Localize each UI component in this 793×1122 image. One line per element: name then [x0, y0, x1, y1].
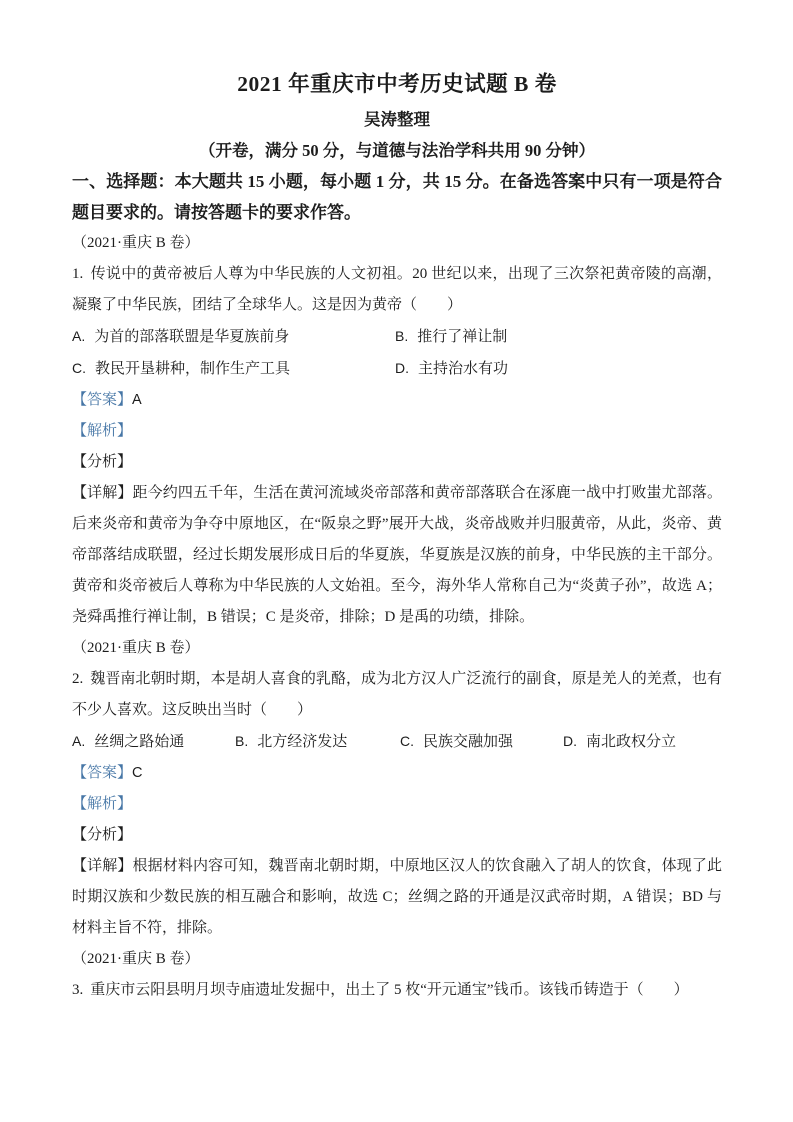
q2-option-a [72, 726, 235, 758]
q1-answer-value: A [132, 392, 142, 408]
q2-analyze-label: 【分析】 [72, 827, 133, 843]
q3-stem [72, 975, 722, 1006]
q1-option-d-text: 主持治水有功 [418, 361, 509, 377]
q2-option-d-key: D. [563, 733, 577, 749]
q3-number: 3. [72, 982, 84, 998]
q2-answer-line [72, 758, 722, 789]
q2-stem [72, 664, 722, 726]
q1-option-b-key: B. [395, 328, 409, 344]
q2-detail-text: 根据材料内容可知，魏晋南北朝时期，中原地区汉人的饮食融入了胡人的饮食，体现了此时期汉族和少数民族的相互融合和影响，故选 C；丝绸之路的开通是汉武帝时期，A 错误；BD 与材料主旨不符，排除。 [72, 858, 722, 936]
q1-options-row-1 [72, 321, 722, 353]
q2-option-b [235, 726, 400, 758]
q1-detail [72, 478, 722, 633]
q2-option-c-key: C. [400, 733, 414, 749]
section-heading: 一、选择题：本大题共 15 小题，每小题 1 分，共 15 分。在备选答案中只有一项是符合题目要求的。请按答题卡的要求作答。 [72, 172, 722, 222]
q1-option-d [395, 353, 508, 385]
q1-option-b-text: 推行了禅让制 [417, 329, 508, 345]
detail-label: 【详解】 [72, 485, 133, 501]
q2-stem-text: 魏晋南北朝时期，本是胡人喜食的乳酪，成为北方汉人广泛流行的副食，原是羌人的羌煮，也有不少人喜欢。这反映出当时（ ） [72, 671, 722, 718]
q1-stem [72, 259, 722, 321]
q2-explain-label: 【解析】 [72, 796, 133, 812]
q2-option-c-text: 民族交融加强 [423, 734, 514, 750]
q2-answer-value: C [132, 765, 143, 781]
q1-analyze-label: 【分析】 [72, 454, 133, 470]
q3-source-tag: （2021·重庆 B 卷） [72, 951, 200, 967]
q1-number: 1. [72, 266, 84, 282]
q2-option-b-key: B. [235, 733, 249, 749]
q1-option-c-key: C. [72, 360, 86, 376]
q2-number: 2. [72, 671, 84, 687]
exam-note: （开卷，满分 50 分，与道德与法治学科共用 90 分钟） [199, 141, 595, 160]
q1-stem-text: 传说中的黄帝被后人尊为中华民族的人文初祖。20 世纪以来，出现了三次祭祀黄帝陵的高潮，凝聚了中华民族，团结了全球华人。这是因为黄帝（ ） [72, 266, 722, 313]
q1-option-c-text: 教民开垦耕种，制作生产工具 [95, 361, 291, 377]
q1-option-b [395, 321, 507, 353]
page-title: 2021 年重庆市中考历史试题 B 卷 [237, 72, 557, 96]
q1-options-row-2 [72, 353, 722, 385]
q1-option-c [72, 353, 395, 385]
q2-detail [72, 851, 722, 944]
q1-option-a-key: A. [72, 328, 86, 344]
q2-option-a-key: A. [72, 733, 86, 749]
q2-option-a-text: 丝绸之路始通 [94, 734, 185, 750]
answer-label: 【答案】 [72, 392, 133, 408]
q2-option-d-text: 南北政权分立 [586, 734, 677, 750]
q1-answer-line [72, 385, 722, 416]
q2-source-tag: （2021·重庆 B 卷） [72, 640, 200, 656]
q2-option-b-text: 北方经济发达 [257, 734, 348, 750]
compiler-line: 吴涛整理 [364, 110, 430, 129]
answer-label: 【答案】 [72, 765, 133, 781]
q1-source-tag: （2021·重庆 B 卷） [72, 235, 200, 251]
q1-option-a [72, 321, 395, 353]
detail-label: 【详解】 [72, 858, 133, 874]
q2-option-d [563, 726, 676, 758]
q2-options-row [72, 726, 722, 758]
q2-option-c [400, 726, 563, 758]
q1-option-a-text: 为首的部落联盟是华夏族前身 [94, 329, 290, 345]
q1-explain-label: 【解析】 [72, 423, 133, 439]
q1-detail-text: 距今约四五千年，生活在黄河流域炎帝部落和黄帝部落联合在涿鹿一战中打败蚩尤部落。后来炎帝和黄帝为争夺中原地区，在“阪泉之野”展开大战，炎帝战败并归服黄帝，从此，炎帝、黄帝部落结成联盟，经过长期发展形成日后的华夏族，华夏族是汉族的前身，中华民族的主干部分。黄帝和炎帝被后人尊称为中华民族的人文始祖。至今，海外华人常称自己为“炎黄子孙”，故选 A；尧舜禹推行禅让制，B 错误；C 是炎帝，排除；D 是禹的功绩，排除。 [72, 485, 722, 625]
q1-option-d-key: D. [395, 360, 409, 376]
q3-stem-text: 重庆市云阳县明月坝寺庙遗址发掘中，出土了 5 枚“开元通宝”钱币。该钱币铸造于（ ） [90, 982, 689, 998]
